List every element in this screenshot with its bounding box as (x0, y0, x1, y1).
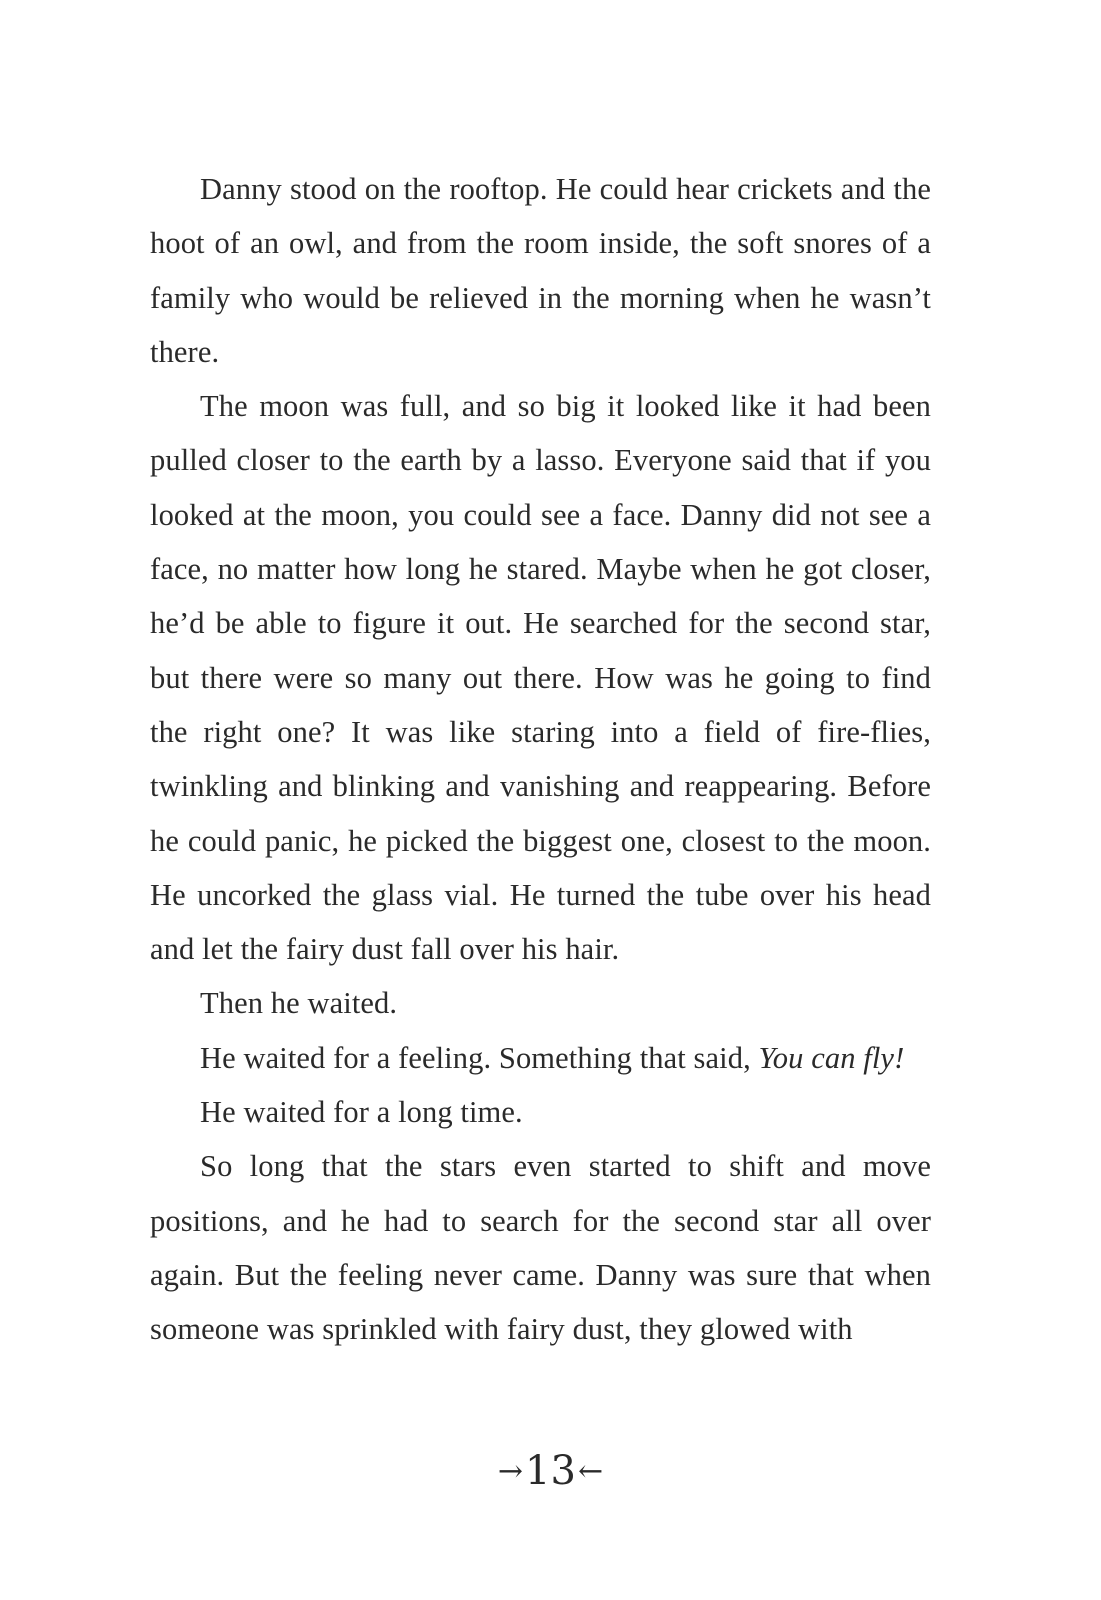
paragraph-stars-shift: So long that the stars even started to shift and move positions, and he had to search for the second star all over again. But the feeling never came. Danny was sure that when someone was sprinkled with fairy dust, they glowed with (150, 1149, 931, 1347)
page-number: 13 (525, 1448, 576, 1494)
paragraph-long-time: He waited for a long time. (200, 1095, 523, 1130)
paragraph-rooftop: Danny stood on the rooftop. He could hear crickets and the hoot of an owl, and from the room inside, the soft snores of a family who would be relieved in the morning when he wasn’t there. (150, 172, 931, 369)
paragraph-feeling-text: He waited for a feeling. Something that said, (200, 1040, 759, 1075)
paragraph-feeling-italic: You can fly! (758, 1040, 905, 1075)
page-number-folio (0, 1447, 1101, 1499)
body-text (150, 162, 931, 1357)
paragraph-moon: The moon was full, and so big it looked like it had been pulled closer to the earth by a lasso. Everyone said that if you looked at the moon, you could see a face. Danny did not see a face, no matter how long he stared. Maybe when he got closer, he’d be able to figure it out. He searched for the second star, but there were so many out there. How was he going to find the right one? It was like staring into a field of fire-flies, twinkling and blinking and vanishing and reappearing. Before he could panic, he picked the biggest one, closest to the moon. He uncorked the glass vial. He turned the tube over his head and let the fairy dust fall over his hair. (150, 389, 931, 967)
right-arrow-icon: → (497, 1454, 524, 1489)
paragraph-feeling (150, 1031, 931, 1085)
paragraph-then-he-waited: Then he waited. (200, 986, 398, 1021)
left-arrow-icon: ← (577, 1454, 604, 1489)
